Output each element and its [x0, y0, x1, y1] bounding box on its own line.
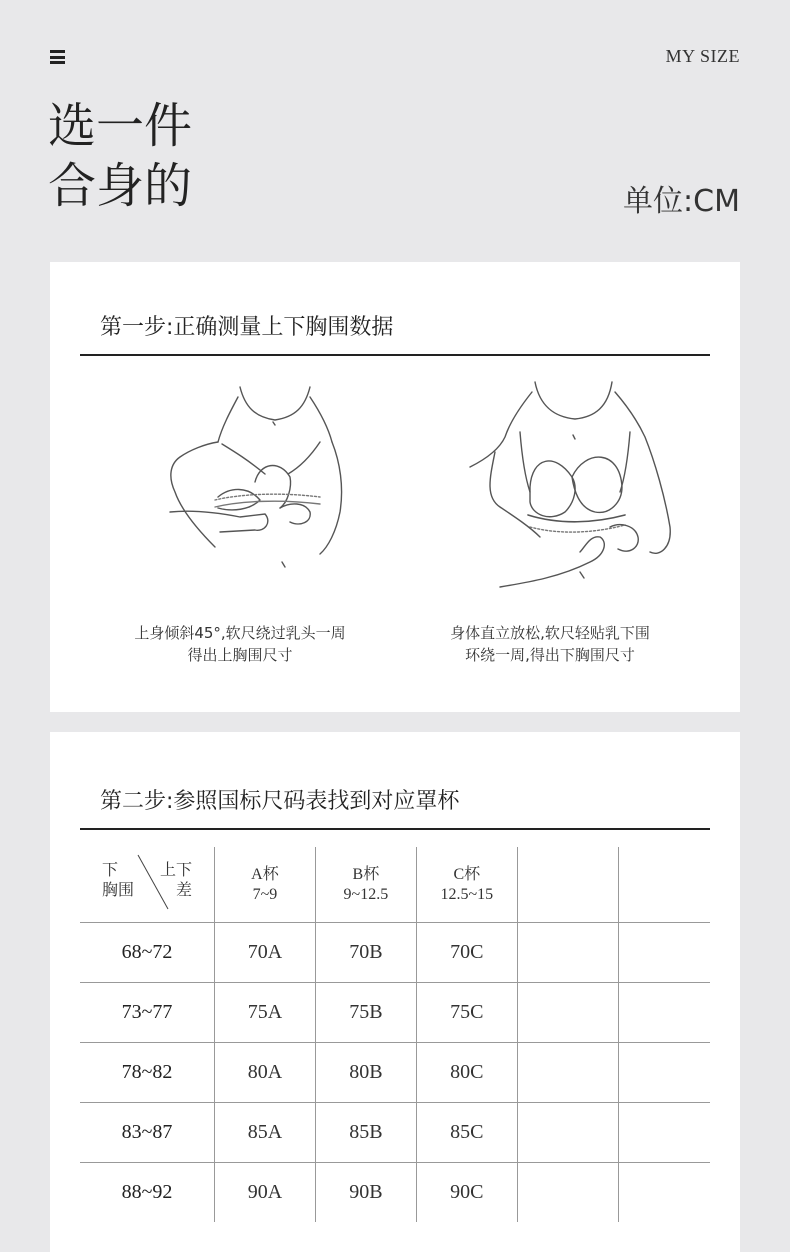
size-cell: 85A	[215, 1103, 316, 1163]
size-cell: 85C	[416, 1103, 517, 1163]
corner-header-cell	[80, 847, 215, 923]
empty-cell	[517, 983, 618, 1043]
size-cell: 90C	[416, 1163, 517, 1223]
size-chart-table	[80, 847, 710, 1222]
step1-right-caption-line-1: 身体直立放松,软尺轻贴乳下围	[450, 624, 650, 642]
empty-header-cell	[618, 847, 710, 923]
upper-bust-measurement-illustration	[160, 382, 350, 582]
underbust-cell: 88~92	[80, 1163, 215, 1223]
corner-underbust-label-1: 下	[102, 862, 119, 879]
empty-header-cell	[517, 847, 618, 923]
empty-cell	[517, 1103, 618, 1163]
size-cell: 70C	[416, 923, 517, 983]
size-cell: 90B	[315, 1163, 416, 1223]
size-cell: 85B	[315, 1103, 416, 1163]
measurement-card	[50, 262, 740, 712]
step1-right-caption-line-2: 环绕一周,得出下胸围尺寸	[465, 646, 635, 664]
size-cell: 90A	[215, 1163, 316, 1223]
cup-b-label: B杯	[352, 865, 380, 883]
cup-b-header	[315, 847, 416, 923]
table-row	[80, 1043, 710, 1103]
underbust-measurement-illustration	[460, 377, 680, 602]
diagonal-divider-line	[80, 847, 214, 922]
size-cell: 70B	[315, 923, 416, 983]
size-chart-card	[50, 732, 740, 1252]
size-cell: 75C	[416, 983, 517, 1043]
cup-c-range: 12.5~15	[440, 885, 494, 903]
step1-divider	[80, 354, 710, 356]
step1-left-caption-line-2: 得出上胸围尺寸	[187, 646, 293, 664]
step1-left-caption	[90, 622, 390, 666]
corner-difference-label-2: 差	[175, 882, 192, 899]
cup-b-range: 9~12.5	[343, 885, 389, 903]
size-cell: 75A	[215, 983, 316, 1043]
unit-label: 单位:CM	[623, 184, 740, 219]
corner-underbust-label-2: 胸围	[102, 882, 135, 899]
hamburger-menu-icon[interactable]	[50, 50, 65, 64]
cup-c-label: C杯	[453, 865, 481, 883]
cup-a-label: A杯	[251, 865, 279, 883]
table-row	[80, 1103, 710, 1163]
size-cell: 80A	[215, 1043, 316, 1103]
table-header-row	[80, 847, 710, 923]
step1-left-caption-line-1: 上身倾斜45°,软尺绕过乳头一周	[134, 624, 346, 642]
headline-line-2: 合身的	[48, 158, 193, 214]
corner-difference-label-1: 上下	[159, 862, 192, 879]
empty-cell	[618, 923, 710, 983]
table-row	[80, 1163, 710, 1223]
empty-cell	[618, 1103, 710, 1163]
underbust-cell: 83~87	[80, 1103, 215, 1163]
step1-title: 第一步:正确测量上下胸围数据	[100, 315, 394, 340]
size-cell: 75B	[315, 983, 416, 1043]
underbust-cell: 78~82	[80, 1043, 215, 1103]
cup-a-header	[215, 847, 316, 923]
empty-cell	[517, 1163, 618, 1223]
size-cell: 70A	[215, 923, 316, 983]
empty-cell	[618, 1163, 710, 1223]
empty-cell	[517, 923, 618, 983]
step2-title: 第二步:参照国标尺码表找到对应罩杯	[100, 789, 460, 814]
step2-divider	[80, 828, 710, 830]
cup-c-header	[416, 847, 517, 923]
underbust-cell: 68~72	[80, 923, 215, 983]
table-row	[80, 983, 710, 1043]
headline-line-1: 选一件	[48, 98, 193, 154]
headline	[48, 96, 192, 216]
empty-cell	[517, 1043, 618, 1103]
table-row	[80, 923, 710, 983]
step1-right-caption	[405, 622, 695, 666]
empty-cell	[618, 1043, 710, 1103]
underbust-cell: 73~77	[80, 983, 215, 1043]
empty-cell	[618, 983, 710, 1043]
size-cell: 80B	[315, 1043, 416, 1103]
size-cell: 80C	[416, 1043, 517, 1103]
cup-a-range: 7~9	[252, 885, 278, 903]
brand-label: MY SIZE	[665, 46, 740, 66]
